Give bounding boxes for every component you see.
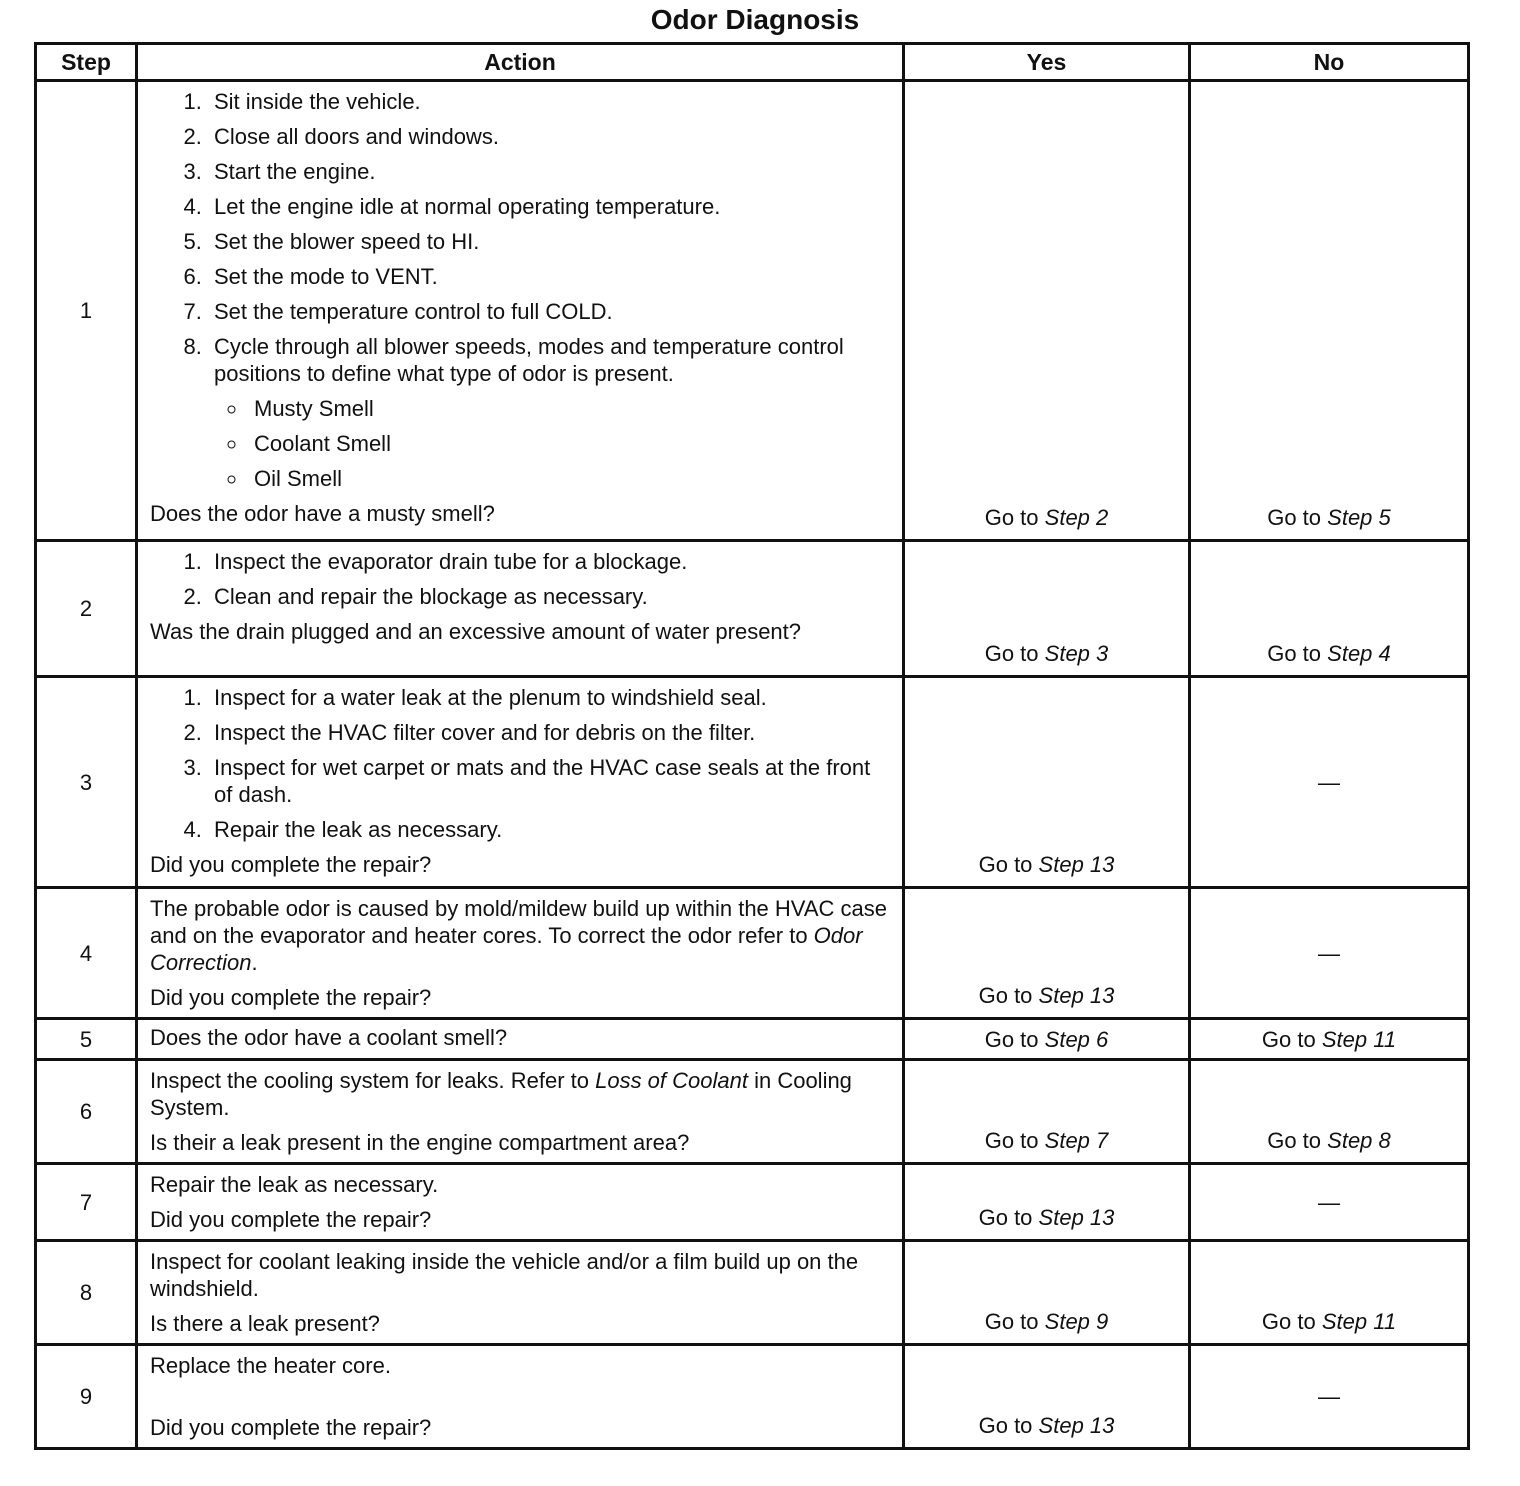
question: Does the odor have a musty smell? [150, 501, 495, 526]
table-row [36, 1060, 1469, 1164]
step-link[interactable]: Step 11 [1321, 1309, 1397, 1334]
substep: 6. Set the mode to VENT. [208, 263, 892, 290]
substep: 4. Repair the leak as necessary. [208, 816, 892, 843]
yes-cell [904, 888, 1190, 1019]
header-yes: Yes [904, 44, 1190, 81]
go-to-label: Go to [984, 641, 1039, 666]
substep-list [150, 88, 892, 492]
yes-cell [904, 677, 1190, 888]
instruction-text: Inspect the cooling system for leaks. Refer to Loss of Coolant in Cooling System. [150, 1068, 852, 1120]
step-number: 8 [36, 1241, 137, 1345]
step-number: 7 [36, 1164, 137, 1241]
table-row [36, 677, 1469, 888]
substep: 3. Start the engine. [208, 158, 892, 185]
question: Did you complete the repair? [150, 852, 432, 877]
action-cell [137, 888, 904, 1019]
question: Is there a leak present? [150, 1311, 380, 1336]
go-to-label: Go to [984, 1026, 1039, 1052]
go-to-label: Go to [978, 983, 1033, 1008]
table-row [36, 1019, 1469, 1060]
step-link[interactable]: Step 13 [1038, 1205, 1115, 1230]
step-link[interactable]: Step 3 [1044, 641, 1109, 666]
table-row [36, 81, 1469, 541]
substep: 2. Inspect the HVAC filter cover and for debris on the filter. [208, 719, 892, 746]
step-link[interactable]: Step 7 [1044, 1128, 1109, 1153]
question: Does the odor have a coolant smell? [150, 1025, 508, 1050]
table-row [36, 1241, 1469, 1345]
action-cell [137, 1019, 904, 1060]
no-cell [1190, 541, 1469, 677]
step-number: 4 [36, 888, 137, 1019]
instruction-text: The probable odor is caused by mold/mildew build up within the HVAC case and on the evaporator and heater cores. To correct the odor refer to Odor Correction. [150, 896, 887, 975]
table-row [36, 1345, 1469, 1449]
no-cell: — [1190, 1345, 1469, 1449]
substep: 1. Sit inside the vehicle. [208, 88, 892, 115]
go-to-label: Go to [1267, 505, 1322, 530]
step-link[interactable]: Step 9 [1044, 1309, 1109, 1334]
action-cell [137, 81, 904, 541]
substep: 2. Clean and repair the blockage as necessary. [208, 583, 892, 610]
substep: 1. Inspect for a water leak at the plenum to windshield seal. [208, 684, 892, 711]
step-link[interactable]: Step 8 [1327, 1128, 1391, 1153]
go-to-label: Go to [984, 1309, 1039, 1334]
yes-cell [904, 1019, 1190, 1060]
yes-cell [904, 1060, 1190, 1164]
step-number: 6 [36, 1060, 137, 1164]
go-to-label: Go to [1261, 1309, 1316, 1334]
no-cell: — [1190, 677, 1469, 888]
question: Did you complete the repair? [150, 985, 432, 1010]
substep: 3. Inspect for wet carpet or mats and the HVAC case seals at the front of dash. [208, 754, 892, 808]
substep: 7. Set the temperature control to full COLD. [208, 298, 892, 325]
yes-cell [904, 1345, 1190, 1449]
go-to-label: Go to [984, 505, 1039, 530]
odor-type-list [214, 395, 892, 492]
go-to-label: Go to [1267, 1128, 1322, 1153]
step-number: 5 [36, 1019, 137, 1060]
substep: 4. Let the engine idle at normal operating temperature. [208, 193, 892, 220]
no-cell [1190, 1241, 1469, 1345]
go-to-label: Go to [978, 852, 1033, 877]
step-link[interactable]: Step 13 [1038, 1413, 1115, 1438]
step-number: 1 [36, 81, 137, 541]
go-to-label: Go to [1267, 641, 1322, 666]
step-link[interactable]: Step 2 [1044, 505, 1109, 530]
substep-list [150, 684, 892, 843]
table-row [36, 541, 1469, 677]
yes-cell [904, 1164, 1190, 1241]
no-cell: — [1190, 888, 1469, 1019]
step-link[interactable]: Step 4 [1327, 641, 1391, 666]
substep: 5. Set the blower speed to HI. [208, 228, 892, 255]
step-number: 3 [36, 677, 137, 888]
action-cell [137, 1164, 904, 1241]
go-to-label: Go to [978, 1205, 1033, 1230]
header-step: Step [36, 44, 137, 81]
question: Did you complete the repair? [150, 1415, 432, 1440]
step-link[interactable]: Step 6 [1044, 1026, 1109, 1052]
table-row [36, 1164, 1469, 1241]
action-cell [137, 1345, 904, 1449]
odor-type: ◦ Oil Smell [248, 465, 892, 492]
go-to-label: Go to [978, 1413, 1033, 1438]
action-cell [137, 1060, 904, 1164]
reference-link[interactable]: Loss of Coolant [595, 1068, 748, 1093]
instruction-text: Repair the leak as necessary. [150, 1172, 439, 1197]
no-cell [1190, 1019, 1469, 1060]
substep: 1. Inspect the evaporator drain tube for a blockage. [208, 548, 892, 575]
go-to-label: Go to [984, 1128, 1039, 1153]
instruction-text: Inspect for coolant leaking inside the vehicle and/or a film build up on the windshield. [150, 1249, 859, 1301]
substep: 2. Close all doors and windows. [208, 123, 892, 150]
yes-cell [904, 81, 1190, 541]
page-title: Odor Diagnosis [650, 4, 860, 35]
odor-type: ◦ Coolant Smell [248, 430, 892, 457]
question: Is their a leak present in the engine compartment area? [150, 1130, 690, 1155]
header-row [36, 44, 1469, 81]
yes-cell [904, 541, 1190, 677]
action-cell [137, 677, 904, 888]
go-to-label: Go to [1261, 1026, 1316, 1052]
step-link[interactable]: Step 5 [1327, 505, 1391, 530]
no-cell: — [1190, 1164, 1469, 1241]
step-link[interactable]: Step 13 [1038, 983, 1115, 1008]
header-no: No [1190, 44, 1469, 81]
instruction-text: Replace the heater core. [150, 1353, 391, 1378]
header-action: Action [137, 44, 904, 81]
substep-text: Cycle through all blower speeds, modes and temperature control positions to define what type of odor is present. [214, 334, 844, 386]
step-number: 2 [36, 541, 137, 677]
substep [208, 333, 892, 492]
action-cell [137, 1241, 904, 1345]
step-link[interactable]: Step 11 [1321, 1026, 1397, 1052]
step-number: 9 [36, 1345, 137, 1449]
odor-diagnosis-table [34, 42, 1470, 1450]
substep-list [150, 548, 892, 610]
action-cell [137, 541, 904, 677]
yes-cell [904, 1241, 1190, 1345]
table-row [36, 888, 1469, 1019]
no-cell [1190, 81, 1469, 541]
question: Was the drain plugged and an excessive amount of water present? [150, 619, 802, 644]
question: Did you complete the repair? [150, 1207, 432, 1232]
reference-link[interactable]: Odor Correction [150, 923, 863, 975]
no-cell [1190, 1060, 1469, 1164]
odor-type: ◦ Musty Smell [248, 395, 892, 422]
step-link[interactable]: Step 13 [1038, 852, 1115, 877]
